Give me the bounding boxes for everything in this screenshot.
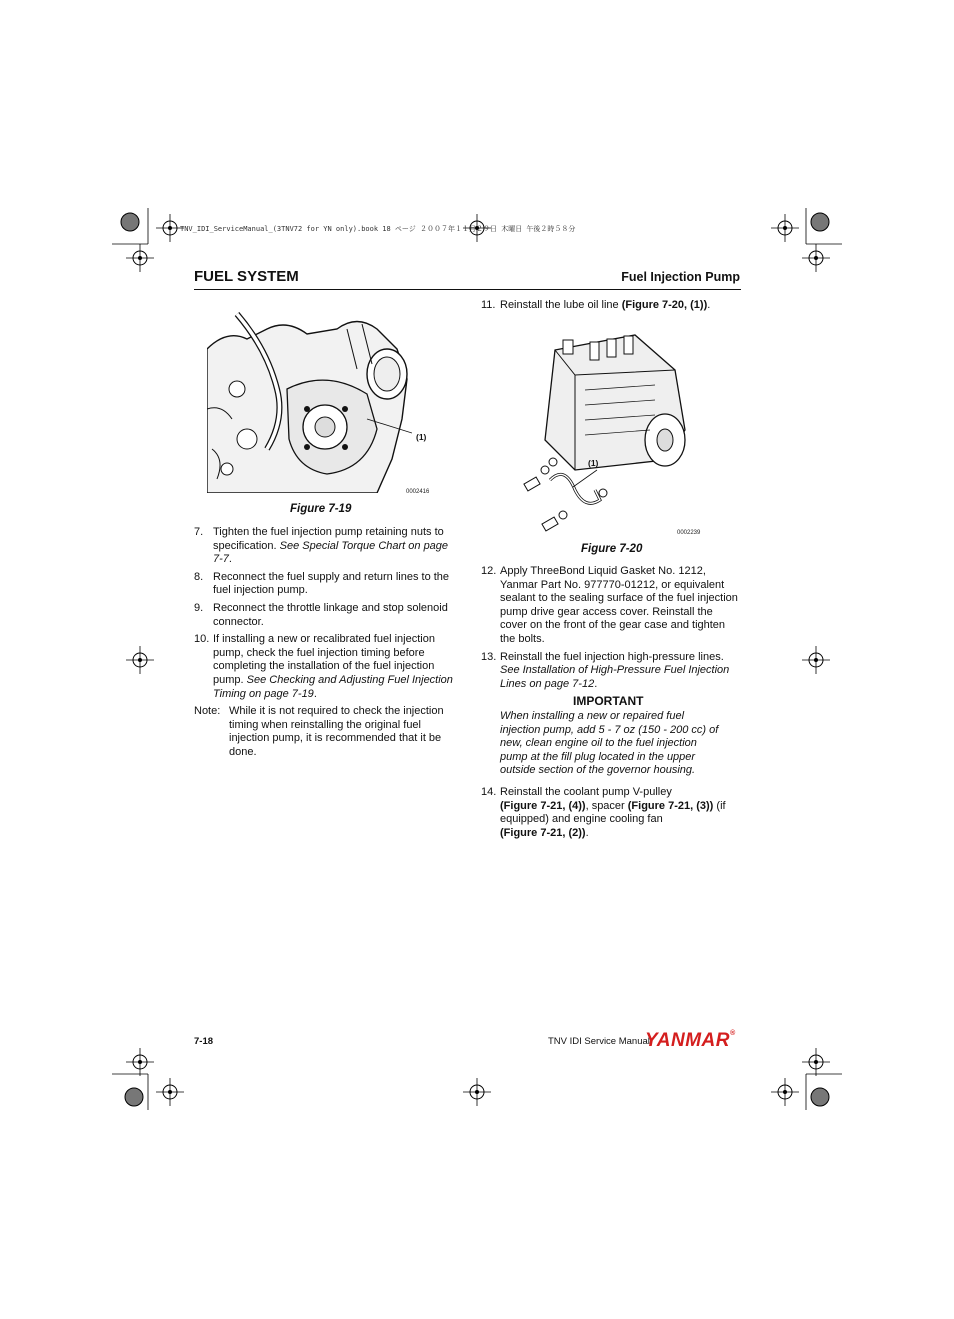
figure-7-19-caption: Figure 7-19: [290, 503, 352, 515]
steps-list-left: [194, 526, 454, 701]
right-column-lower: [481, 565, 741, 844]
note: [194, 705, 454, 759]
step-8: 8. Reconnect the fuel supply and return lines to the fuel injection pump.: [194, 570, 450, 597]
step-11-figure-ref[interactable]: (Figure 7-20, (1)): [621, 299, 708, 311]
step-13-reference[interactable]: See Installation of High-Pressure Fuel Injection Lines on page 7-12: [500, 664, 730, 690]
figure-7-19-image-id: 0002416: [406, 489, 430, 495]
step-14-ref-fan[interactable]: (Figure 7-21, (2)): [500, 826, 586, 839]
figure-7-20-caption: Figure 7-20: [581, 543, 643, 555]
manual-name: TNV IDI Service Manual: [548, 1036, 650, 1047]
figure-7-20-image-id: 0002239: [677, 530, 701, 536]
step-10: 10. If installing a new or recalibrated fuel injection pump, check the fuel injection timing before completing the installation of the fuel injection pump. See Checking and Adjusting Fuel Injection Timing on page 7-19.: [194, 633, 453, 700]
step-14-ref-pulley[interactable]: (Figure 7-21, (4)): [500, 799, 586, 812]
figure-7-20-pump-illustration: [515, 330, 695, 540]
figure-7-19-engine-illustration: [207, 309, 412, 493]
note-text: While it is not required to check the injection timing when reinstalling the original fuel injection pump, it is recommended that it be done.: [229, 705, 444, 758]
header-rule: [194, 289, 741, 290]
steps-list-right-2: [481, 786, 741, 840]
yanmar-logo: YANMAR®: [645, 1030, 736, 1051]
section-subtitle: Fuel Injection Pump: [621, 270, 740, 284]
note-label: Note:: [194, 705, 221, 718]
page-number: 7-18: [194, 1036, 214, 1047]
figure-7-19-callout: (1): [416, 432, 427, 442]
file-header: TNV_IDI_ServiceManual_(3TNV72 for YN only).book 18 ページ ２００７年１１月２９日 木曜日 午後２時５８分: [180, 225, 576, 233]
step-11: 11. Reinstall the lube oil line (Figure 7-20, (1)).: [481, 299, 711, 311]
step-14: 14. Reinstall the coolant pump V-pulley (Figure 7-21, (4)), spacer (Figure 7-21, (3)) (if equipped) and engine cooling fan (Figure 7-21, (2)).: [481, 785, 726, 839]
step-12: 12. Apply ThreeBond Liquid Gasket No. 1212, Yanmar Part No. 977770-01212, or equivalent sealant to the sealing surface of the fuel injection pump drive gear access cover. Reinstall the cover on the front of the gear case and tighten the bolts.: [481, 565, 738, 645]
step-7: 7. Tighten the fuel injection pump retaining nuts to specification. See Special Torque Chart on page 7-7.: [194, 526, 449, 566]
step-13: 13. Reinstall the fuel injection high-pressure lines. See Installation of High-Pressure Fuel Injection Lines on page 7-12.: [481, 650, 730, 690]
step-9: 9. Reconnect the throttle linkage and stop solenoid connector.: [194, 601, 448, 628]
step-10-reference[interactable]: See Checking and Adjusting Fuel Injection Timing on page 7-19: [213, 673, 453, 700]
figure-7-20-callout: (1): [588, 458, 599, 468]
step-7-reference[interactable]: See Special Torque Chart on page 7-7: [213, 539, 449, 566]
left-column: [194, 526, 454, 760]
important-heading: IMPORTANT: [573, 694, 644, 709]
step-14-ref-spacer[interactable]: (Figure 7-21, (3)): [627, 799, 714, 812]
important-text: When installing a new or repaired fuel injection pump, add 5 - 7 oz (150 - 200 cc) of new, clean engine oil to the fuel injection pump at the fill plug located in the upper outside section of the governor housing.: [500, 709, 719, 777]
section-title: FUEL SYSTEM: [194, 268, 299, 285]
steps-list-right: [481, 565, 741, 691]
